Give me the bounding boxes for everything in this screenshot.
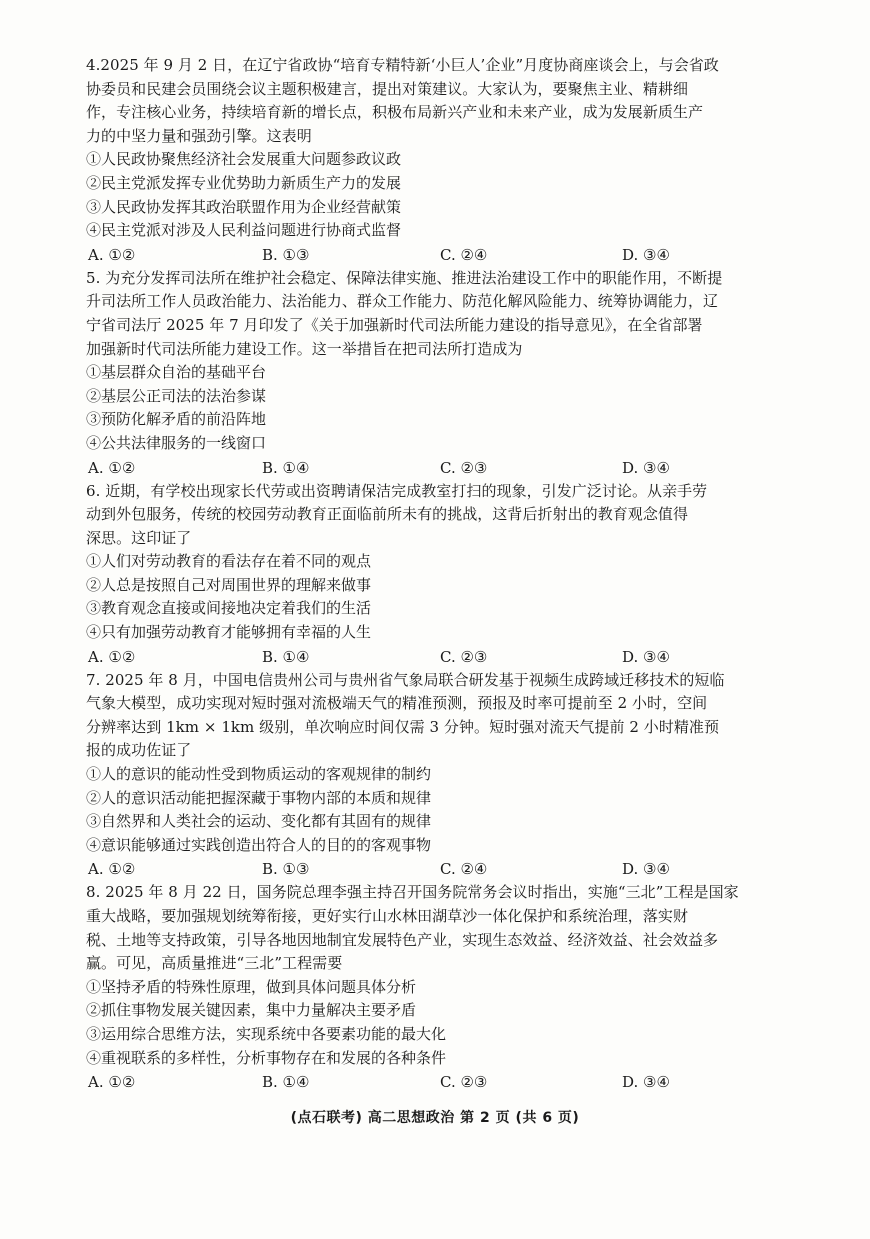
statement-option: ①基层群众自治的基础平台: [86, 363, 267, 382]
question-stem-line: 报的成功佐证了: [86, 741, 192, 760]
answer-choice-c: C. ②④: [440, 245, 488, 264]
answer-choice-b: B. ①③: [262, 860, 310, 879]
question-6: [86, 480, 822, 669]
statement-option: ④只有加强劳动教育才能够拥有幸福的人生: [86, 623, 372, 642]
question-list: [86, 54, 822, 1094]
answer-choice-a: A. ①②: [88, 647, 136, 666]
question-stem-line: 协委员和民建会员围绕会议主题积极建言，提出对策建议。大家认为，要聚焦主业、精耕细: [86, 79, 689, 98]
answer-choice-a: A. ①②: [88, 860, 136, 879]
statement-option: ④意识能够通过实践创造出符合人的目的的客观事物: [86, 835, 432, 854]
statement-option: ③运用综合思维方法，实现系统中各要素功能的最大化: [86, 1024, 447, 1043]
question-stem-line: 作，专注核心业务，持续培育新的增长点，积极布局新兴产业和未来产业，成为发展新质生产: [86, 103, 704, 122]
question-stem-line: 4.2025 年 9 月 2 日，在辽宁省政协“培育专精特新‘小巨人’企业”月度协商座谈会上，与会省政: [86, 56, 719, 74]
answer-choices: [86, 1070, 822, 1094]
question-stem-line: 5. 为充分发挥司法所在维护社会稳定、保障法律实施、推进法治建设工作中的职能作用，不断提: [86, 268, 723, 287]
answer-choice-b: B. ①④: [262, 458, 310, 477]
statement-option: ①人民政协聚焦经济社会发展重大问题参政议政: [86, 150, 402, 169]
statement-option: ③人民政协发挥其政治联盟作用为企业经营献策: [86, 197, 402, 216]
statement-option: ①坚持矛盾的特殊性原理，做到具体问题具体分析: [86, 977, 417, 996]
question-stem-line: 宁省司法厅 2025 年 7 月印发了《关于加强新时代司法所能力建设的指导意见》，在全省部署: [86, 315, 703, 334]
answer-choice-b: B. ①④: [262, 1073, 310, 1092]
question-stem-line: 7. 2025 年 8 月，中国电信贵州公司与贵州省气象局联合研发基于视频生成跨域迁移技术的短临: [86, 670, 725, 689]
question-8: [86, 881, 822, 1094]
answer-choice-c: C. ②④: [440, 860, 488, 879]
answer-choice-a: A. ①②: [88, 1073, 136, 1092]
answer-choice-b: B. ①④: [262, 647, 310, 666]
question-stem-line: 气象大模型，成功实现对短时强对流极端天气的精准预测，预报及时率可提前至 2 小时，空间: [86, 694, 708, 713]
page-footer: (点石联考) 高二思想政治 第 2 页 (共 6 页): [290, 1110, 580, 1126]
statement-option: ②人的意识活动能把握深藏于事物内部的本质和规律: [86, 788, 432, 807]
question-stem-line: 赢。可见，高质量推进“三北”工程需要: [86, 954, 343, 973]
question-stem-line: 6. 近期，有学校出现家长代劳或出资聘请保洁完成教室打扫的现象，引发广泛讨论。从亲手劳: [86, 481, 708, 500]
statement-option: ②抓住事物发展关键因素，集中力量解决主要矛盾: [86, 1001, 417, 1020]
question-7: [86, 669, 822, 882]
statement-option: ④公共法律服务的一线窗口: [86, 433, 267, 452]
question-stem-line: 深思。这印证了: [86, 528, 192, 547]
answer-choice-a: A. ①②: [88, 458, 136, 477]
answer-choice-c: C. ②③: [440, 1073, 488, 1092]
statement-option: ①人们对劳动教育的看法存在着不同的观点: [86, 552, 372, 571]
statement-option: ②民主党派发挥专业优势助力新质生产力的发展: [86, 173, 402, 192]
question-stem-line: 重大战略，要加强规划统筹衔接，更好实行山水林田湖草沙一体化保护和系统治理，落实财: [86, 907, 689, 925]
statement-option: ③预防化解矛盾的前沿阵地: [86, 410, 267, 429]
answer-choices: [86, 645, 822, 669]
answer-choices: [86, 857, 822, 881]
statement-option: ④民主党派对涉及人民利益问题进行协商式监督: [86, 221, 402, 240]
statement-option: ②基层公正司法的法治参谋: [86, 386, 267, 405]
answer-choices: [86, 456, 822, 480]
answer-choice-c: C. ②③: [440, 647, 488, 666]
answer-choice-d: D. ③④: [622, 647, 670, 666]
question-stem-line: 动到外包服务，传统的校园劳动教育正面临前所未有的挑战，这背后折射出的教育观念值得: [86, 505, 689, 524]
answer-choices: [86, 243, 822, 267]
answer-choice-d: D. ③④: [622, 860, 670, 879]
answer-choice-d: D. ③④: [622, 1073, 670, 1092]
question-stem-line: 分辨率达到 1km × 1km 级别，单次响应时间仅需 3 分钟。短时强对流天气提前 2 小时精准预: [86, 717, 720, 736]
question-5: [86, 267, 822, 480]
question-stem-line: 8. 2025 年 8 月 22 日，国务院总理李强主持召开国务院常务会议时指出，实施“三北”工程是国家: [86, 883, 739, 902]
statement-option: ③教育观念直接或间接地决定着我们的生活: [86, 599, 372, 618]
question-4: [86, 54, 822, 267]
answer-choice-d: D. ③④: [622, 458, 670, 477]
statement-option: ②人总是按照自己对周围世界的理解来做事: [86, 575, 372, 594]
answer-choice-c: C. ②③: [440, 458, 488, 477]
question-stem-line: 税、土地等支持政策，引导各地因地制宜发展特色产业，实现生态效益、经济效益、社会效益多: [86, 930, 719, 949]
statement-option: ④重视联系的多样性，分析事物存在和发展的各种条件: [86, 1048, 447, 1067]
question-stem-line: 升司法所工作人员政治能力、法治能力、群众工作能力、防范化解风险能力、统筹协调能力，辽: [86, 292, 719, 311]
answer-choice-a: A. ①②: [88, 245, 136, 264]
answer-choice-b: B. ①③: [262, 245, 310, 264]
statement-option: ③自然界和人类社会的运动、变化都有其固有的规律: [86, 812, 432, 831]
question-stem-line: 加强新时代司法所能力建设工作。这一举措旨在把司法所打造成为: [86, 339, 523, 358]
statement-option: ①人的意识的能动性受到物质运动的客观规律的制约: [86, 765, 432, 784]
question-stem-line: 力的中坚力量和强劲引擎。这表明: [86, 126, 312, 145]
answer-choice-d: D. ③④: [622, 245, 670, 264]
